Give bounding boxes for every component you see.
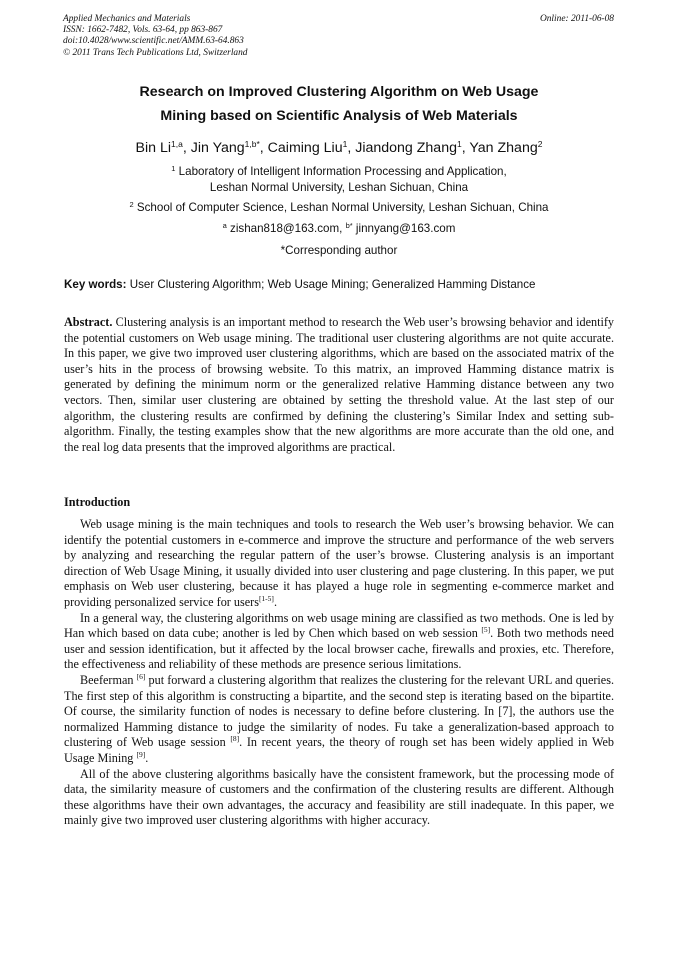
citation[interactable]: [5]	[481, 625, 491, 635]
citation[interactable]: [8]	[230, 734, 240, 744]
affiliation-2	[64, 200, 614, 216]
citation[interactable]: [6]	[136, 671, 146, 681]
doi-line[interactable]: doi:10.4028/www.scientific.net/AMM.63-64.863	[63, 36, 244, 47]
paragraph-text: . In recent years, the theory of rough set has been widely applied in Web Usage Mining	[64, 735, 615, 765]
author-affiliation-mark: 1,b*	[244, 139, 260, 149]
journal-header	[63, 14, 248, 59]
author-affiliation-mark: 1	[342, 139, 348, 149]
paragraph-text: In a general way, the clustering algorithms on web usage mining are classified as two methods. One is led by Han which based on data cube; another is led by Chen which based on web session	[64, 610, 614, 641]
affiliation-2-mark: 2	[129, 200, 134, 209]
paragraph	[64, 673, 614, 767]
corresponding-author-note: *Corresponding author	[280, 244, 398, 257]
author-emails	[64, 221, 614, 237]
email-a[interactable]: zishan818@163.com,	[230, 222, 343, 235]
paragraph	[64, 517, 614, 611]
abstract	[64, 315, 614, 455]
author-affiliation-mark: 1,a	[171, 139, 183, 149]
paragraph-text: Beeferman	[80, 672, 134, 687]
author-list	[64, 138, 614, 158]
abstract-text: Clustering analysis is an important method to research the Web user’s browsing behavior and identify the potential customers on Web usage mining. The traditional user clustering algorithms are not quite accurate. In this paper, we give two improved user clustering algorithms, which are based on the associated matrix of the user’s hits in the process of browsing website. To this matrix, an improved Hamming distance matrix is generated by defining the minimum norm or the generalized relative Hamming distance between any two vectors. Then, similar user clustering are obtained by setting the threshold value. At the last step of our algorithm, the clustering results are confirmed by defining the clustering’s Similar Index and setting sub-algorithm. Finally, the testing examples show that the new algorithms are more accurate than the old one, and the real log data presents that the improved algorithms are practical.	[64, 315, 615, 454]
paper-title	[64, 80, 614, 128]
paragraph-text: . Both two methods need user and session identification, but it affected by the local browser cache, firewalls and proxies, etc. Therefore, the effectiveness and reliability of these methods are presence serious limitations.	[64, 626, 615, 672]
affiliation-1-line-2: Leshan Normal University, Leshan Sichuan, China	[209, 181, 469, 194]
author-name: Jiandong Zhang	[355, 140, 457, 156]
issn-line: ISSN: 1662-7482, Vols. 63-64, pp 863-867	[63, 25, 223, 36]
paragraph-text: .	[145, 750, 149, 765]
affiliation-1-mark: 1	[171, 164, 176, 173]
author-name: Yan Zhang	[469, 140, 538, 156]
paragraph: All of the above clustering algorithms basically have the consistent framework, but the processing mode of data, the similarity measure of customers and the confirmation of the clustering results are different. Although these algorithms have their own advantages, the accuracy and feasibility are still inadequate. In this paper, we mainly give two improved user clustering algorithms with higher accuracy.	[64, 766, 614, 828]
author-separator: ,	[182, 140, 191, 156]
title-line-2: Mining based on Scientific Analysis of Web Materials	[160, 108, 518, 124]
keywords-text: User Clustering Algorithm; Web Usage Mining; Generalized Hamming Distance	[129, 278, 536, 291]
paragraph	[64, 611, 614, 673]
keywords-label: Key words:	[64, 278, 127, 291]
email-b-mark: b*	[345, 221, 353, 230]
affiliation-1-line-1: Laboratory of Intelligent Information Processing and Application,	[178, 165, 507, 178]
paragraph-text: put forward a clustering algorithm that realizes the clustering for the relevant URL and queries. The first step of this algorithm is constructing a bipartite, and the second step is iterating based on the bipartite. Of course, the similarity function of nodes is necessary to define before clustering. In [7], the authors use the normalized Hamming distance to judge the similarity of nodes. Fu take a generalization-based approach to clustering of Web usage session	[64, 672, 615, 750]
author-separator: ,	[461, 140, 470, 156]
title-line-1: Research on Improved Clustering Algorithm on Web Usage	[139, 84, 539, 100]
author-name: Bin Li	[135, 140, 172, 156]
paragraph-text: .	[273, 594, 277, 609]
author-affiliation-mark: 2	[537, 139, 543, 149]
author-separator: ,	[347, 140, 356, 156]
paragraph-text: Web usage mining is the main techniques and tools to research the Web user’s browsing behavior. We can identify the potential customers in e-commerce and improve the structure and performance of the web servers by analyzing and researching the regular pattern of the user’s browse. Clustering analysis is an important direction of Web Usage Mining, it usually divided into user clustering and page clustering. In this paper, we put emphasis on Web user clustering, because it has played a huge role in segmenting e-commerce market and providing personalized service for users	[64, 517, 614, 609]
citation[interactable]: [9]	[136, 749, 146, 759]
abstract-label: Abstract.	[64, 315, 113, 329]
keywords	[64, 277, 624, 293]
citation[interactable]: [1-5]	[258, 593, 274, 603]
introduction-body	[64, 517, 614, 829]
author-affiliation-mark: 1	[456, 139, 462, 149]
email-b[interactable]: jinnyang@163.com	[355, 222, 456, 235]
affiliation-1	[64, 164, 614, 196]
email-a-mark: a	[222, 221, 227, 230]
author-name: Jin Yang	[190, 140, 245, 156]
author-separator: ,	[259, 140, 268, 156]
online-date: Online: 2011-06-08	[539, 14, 614, 24]
copyright-line: © 2011 Trans Tech Publications Ltd, Switzerland	[63, 47, 248, 58]
section-heading-introduction: Introduction	[64, 495, 131, 509]
author-name: Caiming Liu	[267, 140, 343, 156]
journal-name: Applied Mechanics and Materials	[63, 14, 191, 24]
affiliation-2-line: School of Computer Science, Leshan Normal University, Leshan Sichuan, China	[136, 201, 549, 214]
